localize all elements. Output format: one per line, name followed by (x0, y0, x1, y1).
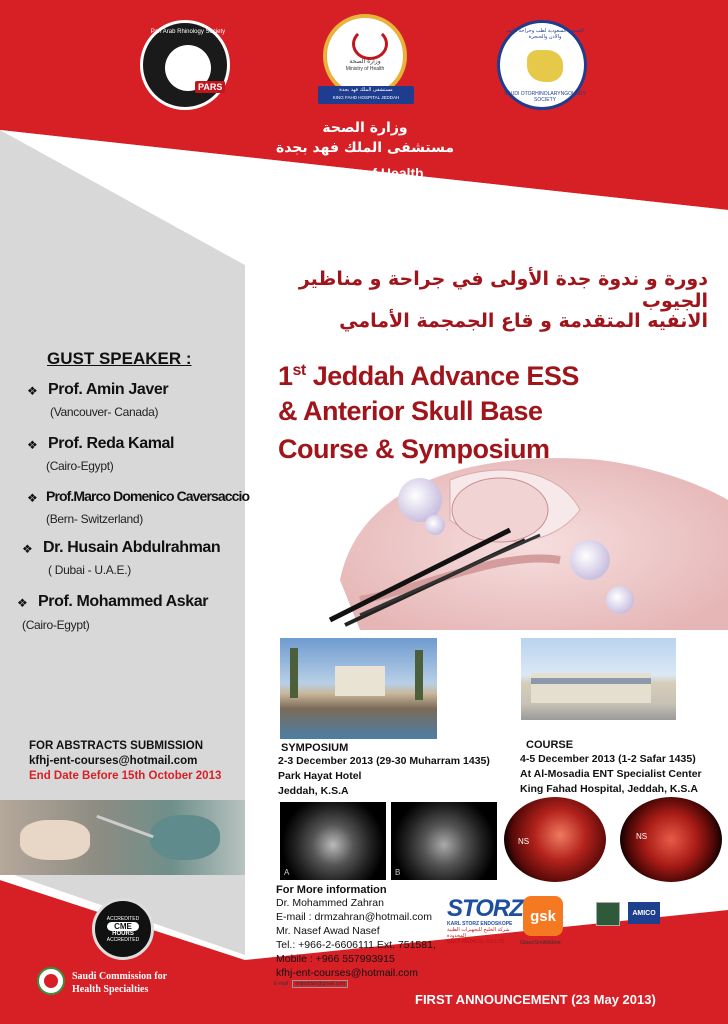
moh-logo-en1: Ministry of Health (345, 66, 385, 72)
saudi-map-icon (527, 50, 563, 82)
speaker-location: ( Dubai - U.A.E.) (48, 563, 131, 577)
cme-bottom: ACCREDITED (106, 936, 140, 943)
title-sup: st (292, 362, 306, 379)
scfhs-line1: Saudi Commission for (72, 971, 168, 982)
saudi-oto-ring-ar: الجمعية السعودية لطب وجراحة الأنف والأذن والحنجرة (506, 28, 584, 40)
contact-email-small-value[interactable]: entjeddah@gmail.com (292, 980, 348, 988)
symposium-date: 2-3 December 2013 (29-30 Muharram 1435) (278, 755, 490, 767)
contact-heading: For More information (276, 884, 387, 896)
scfhs-line2: Health Specialties (72, 984, 149, 995)
speaker-name: Prof. Reda Kamal (48, 435, 175, 452)
saudi-oto-logo (497, 20, 587, 110)
saudi-oto-ring-en: SAUDI OTORHINOLARYNGOLOGY SOCIETY (504, 91, 586, 103)
title-rest: Jeddah Advance ESS (305, 361, 579, 391)
gsk-logo-text: gsk (530, 907, 556, 925)
gsk-logo (523, 896, 563, 936)
bullet-icon: ❖ (27, 438, 38, 452)
pars-logo (140, 20, 230, 110)
scan-tag-ns: NS (518, 837, 530, 846)
storz-logo-text: STORZ (447, 895, 523, 922)
title-en-line2: & Anterior Skull Base (278, 396, 543, 426)
pars-logo-label: PARS (195, 81, 225, 93)
speaker-name: Dr. Husain Abdulrahman (43, 539, 221, 556)
contact-email2[interactable]: kfhj-ent-courses@hotmail.com (276, 967, 418, 979)
course-date: 4-5 December 2013 (1-2 Safar 1435) (520, 753, 696, 765)
scan-label-c: C (514, 870, 520, 879)
scan-label-a: A (284, 868, 290, 877)
contact-email-small (274, 981, 348, 987)
course-label: COURSE (526, 739, 574, 751)
moh-logo-banner (318, 86, 414, 104)
scan-label-b: B (395, 868, 401, 877)
amico-emblem (596, 902, 620, 926)
speaker-name: Prof.Marco Domenico Caversaccio (46, 488, 250, 504)
speaker-name: Prof. Amin Javer (48, 381, 169, 398)
contact-email-small-label: E-mail : (274, 981, 291, 987)
storz-logo-ar: شركة الخليج للتجهيزات الطبية المحدودة (447, 927, 510, 939)
symposium-venue: Park Hayat Hotel (278, 770, 362, 782)
title-ar-line2: الانفيه المتقدمة و قاع الجمجمة الأمامي (339, 310, 708, 332)
moh-logo-ar1: وزارة الصحة (349, 58, 381, 65)
symposium-label: SYMPOSIUM (281, 742, 349, 754)
amico-logo (628, 902, 660, 924)
abstracts-deadline: End Date Before 15th October 2013 (29, 770, 222, 782)
first-announcement: FIRST ANNOUNCEMENT (23 May 2013) (415, 992, 656, 1007)
contact-email1[interactable]: E-mail : drmzahran@hotmail.com (276, 911, 432, 923)
title-num: 1 (278, 361, 293, 391)
pars-logo-ring-text: Pan Arab Rhinology Society (150, 29, 226, 35)
cme-badge (92, 898, 154, 960)
speaker-location: (Vancouver- Canada) (50, 405, 159, 419)
title-en-line3: Course & Symposium (278, 434, 550, 464)
park-hyatt-photo (280, 638, 437, 739)
storz-logo-sub: KARL STORZ ENDOSKOPE (447, 921, 513, 927)
moh-logo-banner-en: KING FAHD HOSPITAL JEDDAH (332, 95, 400, 100)
ministry-en-line2: King Fahd Hospital, Jeddah (266, 184, 464, 201)
abstracts-heading: FOR ABSTRACTS SUBMISSION (29, 740, 203, 752)
ministry-ar-line2: مستشفى الملك فهد بجدة (275, 140, 455, 156)
speaker-location: (Cairo-Egypt) (22, 618, 90, 632)
sinus-anatomy-illustration (300, 440, 728, 630)
title-ar-line1: دورة و ندوة جدة الأولى في جراحة و مناظير الجيوب (298, 268, 708, 312)
scfhs-logo (37, 967, 65, 995)
moh-logo-banner-ar: مستشفى الملك فهد بجدة (339, 87, 393, 93)
course-venue: At Al-Mosadia ENT Specialist Center (520, 768, 702, 780)
title-en-line1 (278, 354, 579, 393)
bullet-icon: ❖ (22, 542, 33, 556)
ct-scan-b (391, 802, 497, 880)
ministry-ar-line1: وزارة الصحة (322, 120, 408, 136)
cme-mid2: HOURS (112, 930, 134, 937)
speaker-location: (Cairo-Egypt) (46, 459, 114, 473)
contact-name1: Dr. Mohammed Zahran (276, 897, 384, 909)
cme-mid1: CME (107, 922, 140, 931)
scan-tag-ns: NS (636, 832, 648, 841)
bullet-icon: ❖ (27, 384, 38, 398)
surgery-photo (0, 800, 245, 875)
contact-tel: Tel.: +966-2-6606111 Ext. 751581, (276, 939, 436, 951)
gsk-logo-sub: GlaxoSmithKline (520, 940, 561, 946)
course-city: King Fahad Hospital, Jeddah, K.S.A (520, 783, 698, 795)
bullet-icon: ❖ (27, 491, 38, 505)
abstracts-email[interactable]: kfhj-ent-courses@hotmail.com (29, 755, 198, 767)
ministry-en-line1: Ministry of Health (306, 165, 424, 181)
contact-name2: Mr. Nasef Awad Nasef (276, 925, 380, 937)
scan-label-d: D (632, 870, 638, 879)
endoscopy-image-c (504, 797, 606, 882)
storz-logo (447, 895, 523, 945)
moh-logo-emblem (352, 28, 388, 60)
speakers-heading: GUST SPEAKER : (47, 349, 192, 368)
endoscopy-image-d (620, 797, 722, 882)
speaker-location: (Bern- Switzerland) (46, 512, 143, 526)
symposium-city: Jeddah, K.S.A (278, 785, 349, 797)
speaker-name: Prof. Mohammed Askar (38, 593, 209, 610)
storz-logo-gulf: GULF MEDICAL CO.LTD (447, 939, 505, 945)
bullet-icon: ❖ (17, 596, 28, 610)
ct-scan-a (280, 802, 386, 880)
amico-logo-text: AMICO (632, 909, 656, 917)
mosadia-center-photo (521, 638, 676, 720)
cme-top: ACCREDITED (106, 915, 140, 922)
contact-mobile: Mobile : +966 557993915 (276, 953, 395, 965)
